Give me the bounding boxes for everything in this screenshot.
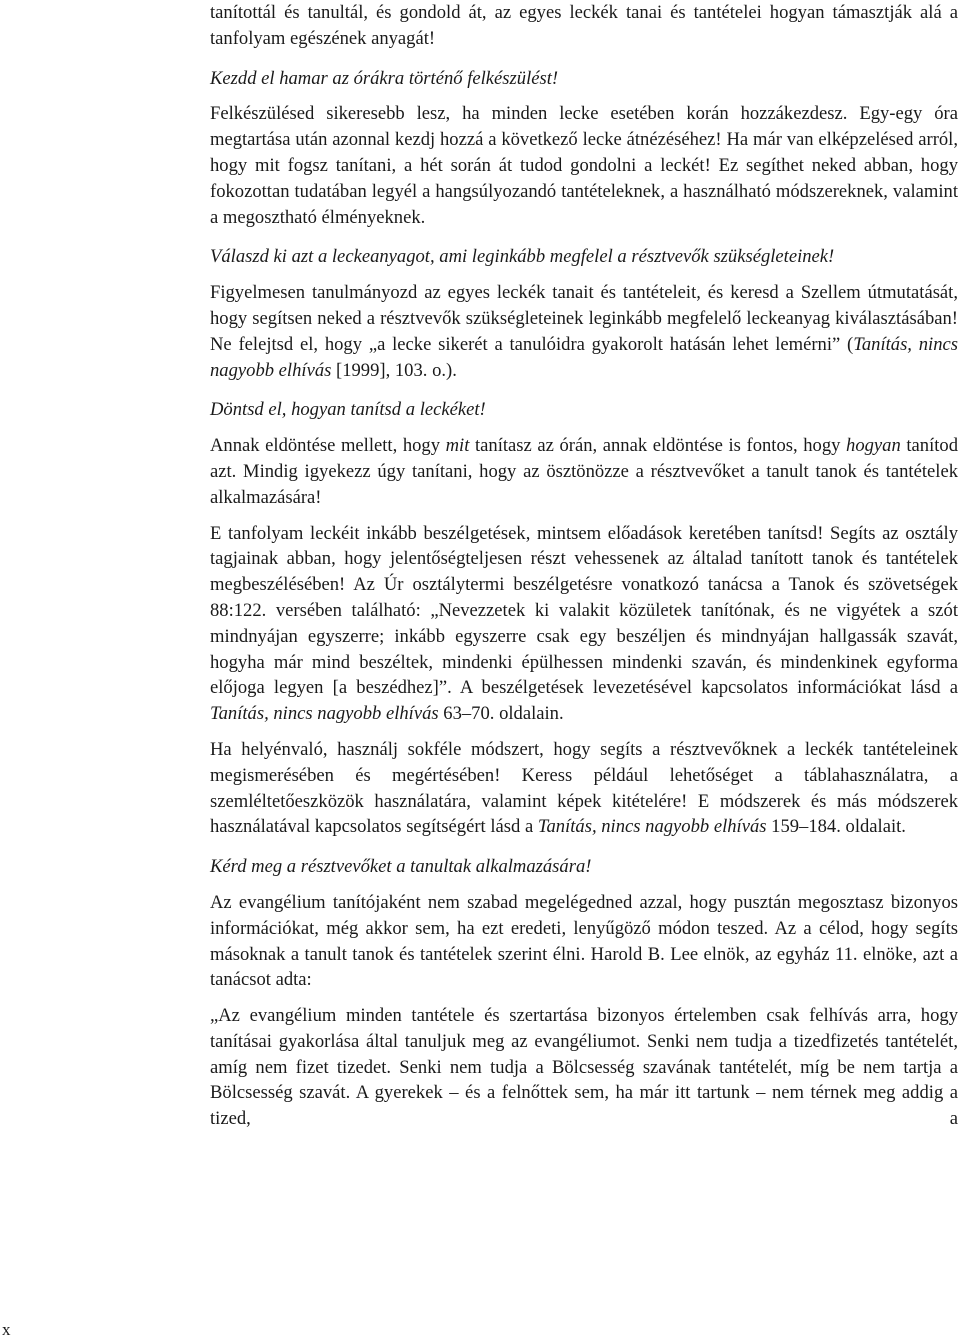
text-run: [1999], 103. o.). [331,359,457,381]
text-run: Figyelmesen tanulmányozd az egyes leckék tanait és tantételeit, és keresd a Szellem útmutatását, hogy segítsen neked a résztvevők szükségleteinek leginkább megfelelő leckeanyag kiválasztásában! Ne felejtsd el, hogy „a lecke sikerét a tanulóidra gyakorolt hatásán lehet lemérni” ( [210,282,958,355]
section-heading-preparation: Kezdd el hamar az órákra történő felkészülést! [210,67,559,89]
book-title-reference: Tanítás, nincs nagyobb elhívás [210,333,958,381]
text-run: Annak eldöntése mellett, hogy [210,435,446,457]
section-heading-application: Kérd meg a résztvevőket a tanultak alkalmazására! [210,856,592,878]
section-heading-select-material: Válaszd ki azt a leckeanyagot, ami leginkább megfelel a résztvevők szükségleteinek! [210,246,835,268]
section-heading-how-to-teach: Döntsd el, hogyan tanítsd a leckéket! [210,399,486,421]
document-page [210,0,958,1132]
text-run: E tanfolyam leckéit inkább beszélgetések, mintsem előadások keretében tanítsd! Segíts az osztály tagjainak abban, hogy jelentőségteljesen részt vehessenek az általad tanított tanok és tantételek megbeszélésében! Az Úr osztálytermi beszélgetésre vonatkozó tanácsa a Tanok és szövetségek 88:122. versében található: „Nevezzetek ki valakit közületek tanítónak, és ne vigyétek a szót mindnyájan egyszerre; inkább egyszerre csak egy beszéljen és mindnyájan hallgassák szavát, hogyha már mind beszéltek, mindenki épülhessen mindenki szaván, és mindenkinek egyforma előjoga legyen [a beszédhez]”. A beszélgetések levezetésével kapcsolatos információkat lásd a [210,522,958,699]
paragraph-discussions [210,521,958,727]
book-title-reference: Tanítás, nincs nagyobb elhívás [210,703,439,725]
text-run: tanítasz az órán, annak eldöntése is fontos, hogy [469,435,847,457]
text-run: tanítod azt. Mindig igyekezz úgy tanítani, hogy az ösztönözze a résztvevőket a tanult tanok és tantételek alkalmazására! [210,435,958,508]
paragraph-select-material [210,280,958,383]
text-run: 159–184. oldalait. [766,816,906,838]
book-title-reference: Tanítás, nincs nagyobb elhívás [537,816,767,838]
page-folio: x [2,1320,11,1339]
emphasis-word: hogyan [846,435,901,457]
text-run: 63–70. oldalain. [438,703,564,725]
text-run: Ha helyénvaló, használj sokféle módszert, hogy segíts a résztvevőknek a leckék tantételeinek megismerésében és megértésében! Keress például lehetőséget a táblahasználatra, a szemléltetőeszközök használatára, valamint képek kitételére! E módszerek és más módszerek használatával kapcsolatos segítségért lásd a [210,738,958,838]
emphasis-word: mit [445,435,470,457]
paragraph-application: Az evangélium tanítójaként nem szabad megelégedned azzal, hogy pusztán megosztasz bizonyos információkat, még akkor sem, ha ezt eredeti, lenyűgöző módon teszed. Az a célod, hogy segíts másoknak a tanult tanok és tantételek szerint élni. Harold B. Lee elnök, az egyház 11. elnöke, azt a tanácsot adta: [210,891,958,991]
paragraph-methods [210,737,958,840]
paragraph-preparation: Felkészülésed sikeresebb lesz, ha minden lecke esetében korán hozzákezdesz. Egy-egy óra megtartása után azonnal kezdj hozzá a következő lecke átnézéséhez! Ha már van elképzelésed arról, hogy mit fogsz tanítani, a hét során át tudod gondolni a leckét! Ez segíthet neked abban, hogy fokozottan tudatában legyél a hangsúlyozandó tantételeknek, a használható módszereknek, valamint a megosztható élményeknek. [210,103,958,228]
quote-paragraph: „Az evangélium minden tantétele és szertartása bizonyos értelemben csak felhívás arra, hogy tanításai gyakorlása által tanuljuk meg az evangéliumot. Senki nem tudja a tizedfizetés tantételét, amíg nem fizet tizedet. Senki nem tudja a Bölcsesség szavának tantételét, míg be nem tartja a Bölcsesség szavát. A gyerekek – és a felnőttek sem, ha már itt tartunk – nem térnek meg addig a tized, a [210,1005,958,1130]
paragraph-what-and-how [210,433,958,510]
intro-paragraph: tanítottál és tanultál, és gondold át, az egyes leckék tanai és tantételei hogyan támasztják alá a tanfolyam egészének anyagát! [210,2,958,49]
